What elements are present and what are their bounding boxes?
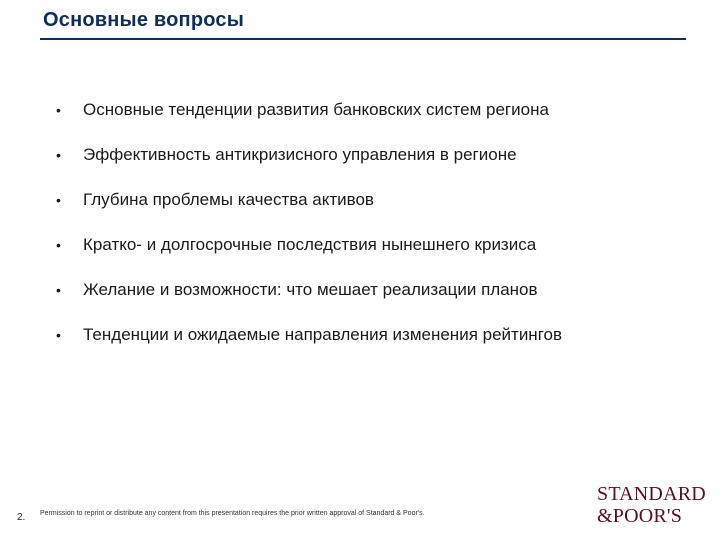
- bullet-item: [53, 317, 675, 353]
- bullet-marker: •: [56, 237, 61, 253]
- standard-and-poors-logo: [597, 483, 705, 527]
- bullet-marker: •: [56, 192, 61, 208]
- bullet-marker: •: [56, 102, 61, 118]
- bullet-text: Тенденции и ожидаемые направления изменения рейтингов: [83, 325, 563, 344]
- bullet-text: Глубина проблемы качества активов: [83, 190, 374, 209]
- bullet-marker: •: [56, 147, 61, 163]
- bullet-item: [53, 92, 675, 128]
- bullet-text: Эффективность антикризисного управления в регионе: [83, 145, 517, 164]
- bullet-text: Кратко- и долгосрочные последствия нынешнего кризиса: [83, 235, 537, 254]
- bullet-item: [53, 182, 675, 218]
- bullet-item: [53, 227, 675, 263]
- logo-line-poors: &POOR'S: [597, 505, 683, 527]
- bullet-item: [53, 137, 675, 173]
- bullet-marker: •: [56, 327, 61, 343]
- bullet-marker: •: [56, 282, 61, 298]
- slide-title: Основные вопросы: [43, 9, 245, 31]
- page-number: 2.: [17, 512, 26, 523]
- permission-notice: Permission to reprint or distribute any content from this presentation requires the prior written approval of Standard & Poor's.: [40, 510, 425, 517]
- bullet-item: [53, 272, 675, 308]
- bullet-text: Основные тенденции развития банковских систем региона: [83, 100, 549, 119]
- title-divider: [40, 38, 686, 40]
- bullet-text: Желание и возможности: что мешает реализации планов: [83, 280, 538, 299]
- logo-line-standard: STANDARD: [597, 483, 706, 505]
- bullet-list: [53, 92, 675, 362]
